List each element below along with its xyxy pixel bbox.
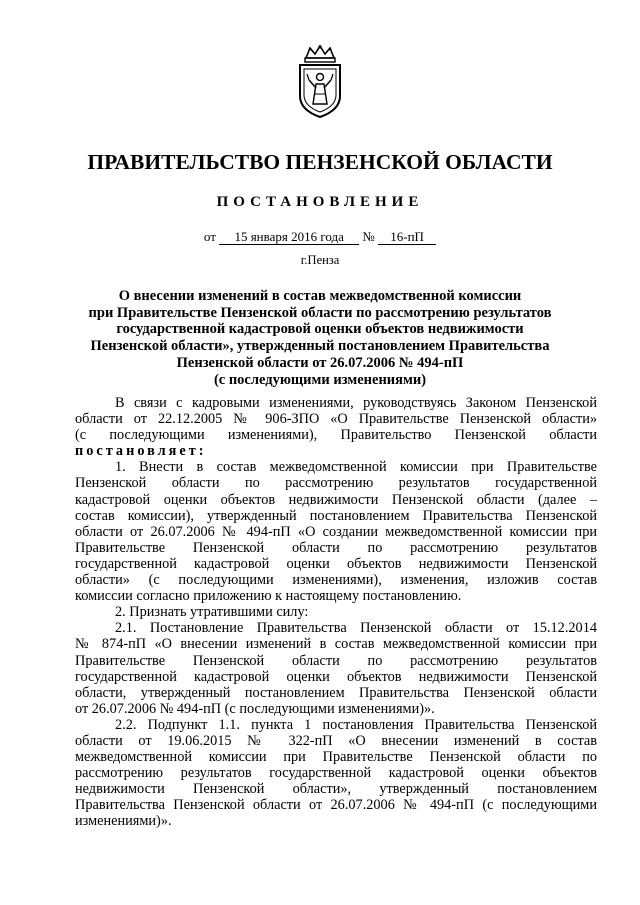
body-line: области от 22.12.2005 № 906-ЗПО «О Правительстве Пензенской области» (75, 411, 597, 428)
document-subject (88, 288, 552, 388)
organization-title: ПРАВИТЕЛЬСТВО ПЕНЗЕНСКОЙ ОБЛАСТИ (87, 150, 553, 174)
subject-line: государственной кадастровой оценки объектов недвижимости (116, 321, 524, 338)
subject-line: Пензенской области от 26.07.2006 № 494-пП (176, 354, 464, 371)
body-line: Правительства Пензенской области от 26.07.2006 № 494-пП (с последующими (75, 797, 597, 814)
body-line: Правительстве Пензенской области по рассмотрению результатов (75, 652, 597, 669)
city: г.Пенза (300, 253, 340, 267)
body-line: В связи с кадровыми изменениями, руководствуясь Законом Пензенской (115, 395, 597, 411)
document-date: 15 января 2016 года (219, 229, 359, 245)
document-number: 16-пП (378, 229, 436, 245)
body-line: области от 26.07.2006 № 494-пП «О создании межведомственной комиссии при (75, 523, 597, 540)
body-line: Пензенской области по рассмотрению результатов государственной (75, 475, 597, 492)
document-type: ПОСТАНОВЛЕНИЕ (216, 194, 424, 210)
subject-line: Пензенской области», утвержденный постановлением Правительства (90, 338, 550, 355)
date-prefix: от (203, 229, 216, 244)
document-body (75, 395, 597, 830)
subject-line: при Правительстве Пензенской области по рассмотрению результатов (88, 304, 552, 321)
body-line: комиссии согласно приложению к настоящему постановлению. (75, 588, 462, 605)
body-line: области» (с последующими изменениями), изменения, изложив состав (75, 572, 597, 589)
body-line: 2.2. Подпункт 1.1. пункта 1 постановления Правительства Пензенской (115, 716, 597, 733)
subject-line: О внесении изменений в состав межведомственной комиссии (118, 288, 522, 304)
body-line: № 874-пП «О внесении изменений в состав межведомственной комиссии при (75, 636, 597, 653)
body-line: 2. Признать утратившими силу: (115, 604, 309, 621)
coat-of-arms-icon (292, 44, 348, 120)
body-line: области, утвержденный постановлением Правительства Пензенской области (75, 684, 597, 701)
number-prefix: № (362, 229, 375, 244)
body-line: межведомственной комиссии при Правительстве Пензенской области по (75, 749, 597, 766)
date-number-line (0, 229, 640, 245)
body-line: 2.1. Постановление Правительства Пензенской области от 15.12.2014 (115, 620, 597, 637)
body-line: Правительстве Пензенской области по рассмотрению результатов (75, 539, 597, 556)
body-line: государственной кадастровой оценки объектов недвижимости Пензенской (75, 668, 597, 685)
body-line: кадастровой оценки объектов недвижимости Пензенской области (далее – (75, 491, 597, 508)
body-line: области от 19.06.2015 № 322-пП «О внесении изменений в состав (75, 732, 597, 749)
body-line: 1. Внести в состав межведомственной комиссии при Правительстве (115, 459, 597, 476)
body-line: состав комиссии), утвержденный постановлением Правительства Пензенской (75, 507, 597, 524)
subject-line: (с последующими изменениями) (213, 371, 427, 388)
resolution-keyword: постановляет: (75, 443, 207, 460)
body-line: изменениями)». (75, 813, 172, 830)
body-line: недвижимости Пензенской области», утвержденный постановлением (75, 781, 597, 798)
body-line: государственной кадастровой оценки объектов недвижимости Пензенской (75, 555, 597, 572)
body-line: рассмотрению результатов государственной кадастровой оценки объектов (75, 765, 597, 782)
body-line: (с последующими изменениями), Правительство Пензенской области (75, 427, 597, 444)
body-line: от 26.07.2006 № 494-пП (с последующими изменениями)». (75, 700, 435, 717)
